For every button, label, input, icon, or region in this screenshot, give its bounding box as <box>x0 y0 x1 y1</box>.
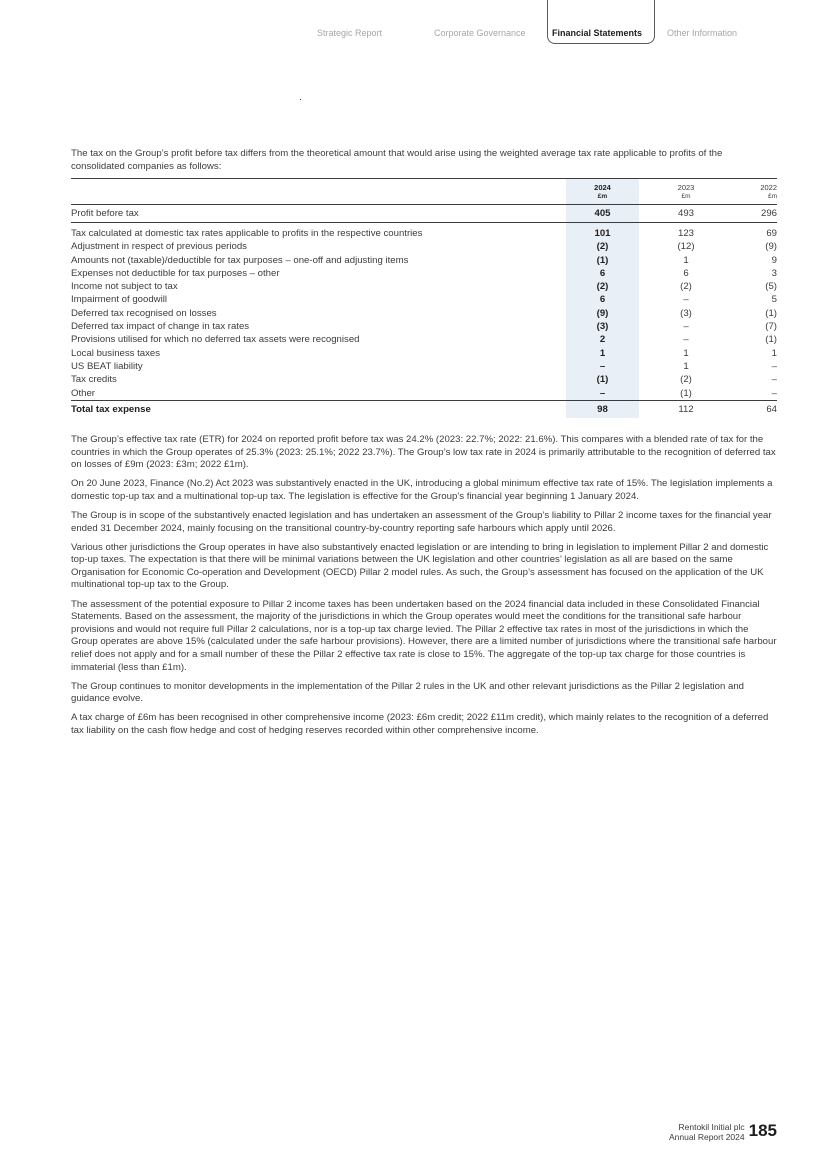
row-label: Amounts not (taxable)/deductible for tax purposes – one-off and adjusting items <box>71 254 409 266</box>
paragraph: The Group continues to monitor developments in the implementation of the Pillar 2 rules in the UK and other relevant jurisdictions as the Pillar 2 legislation and guidance evolve. <box>71 680 744 705</box>
table-row <box>71 307 777 320</box>
row-label: Other <box>71 387 95 399</box>
table-row <box>71 320 777 333</box>
paragraph: The assessment of the potential exposure to Pillar 2 income taxes has been undertaken based on the 2024 financial data included in these Consolidated Financial Statements. Based on the assessment, the majority of the jurisdictions in which the Group operates would meet the conditions for the transitional safe harbour provisions and would not require full Pillar 2 calculations, nor is a top-up tax charge levied. The Pillar 2 effective tax rates in most of the jurisdictions in which the Group operates are above 15% (calculated under the safe harbour provisions). However, there are a limited number of jurisdictions where the transitional safe harbour relief does not apply and for a small number of these the Pillar 2 effective tax rate is close to 15%. The aggregate of the top-up tax charge for those countries is immaterial (less than £1m). <box>71 598 777 673</box>
value-2023: 1 <box>683 347 689 359</box>
value-2022: 64 <box>707 400 777 418</box>
value-2024: (1) <box>566 373 639 386</box>
tab-other-information[interactable]: Other Information <box>667 28 738 38</box>
row-label: Tax calculated at domestic tax rates applicable to profits in the respective countries <box>71 228 423 239</box>
value-2022: – <box>771 387 777 399</box>
value-2023: 123 <box>677 228 694 239</box>
value-2022: (9) <box>765 241 777 253</box>
row-label: Impairment of goodwill <box>71 294 167 306</box>
row-label: Expenses not deductible for tax purposes – other <box>71 267 280 279</box>
total-tax-expense-row <box>71 400 777 418</box>
footer-company <box>669 1122 745 1142</box>
row-label: Provisions utilised for which no deferred tax assets were recognised <box>71 334 360 346</box>
table-row <box>71 373 777 386</box>
page-footer <box>669 1121 777 1142</box>
value-2023: – <box>683 334 689 346</box>
paragraph: The Group is in scope of the substantively enacted legislation and has undertaken an assessment of the Group’s liability to Pillar 2 income taxes for the financial year ended 31 December 2024, mainly focusing on the transitional country-by-country reporting safe harbours which apply until 2026. <box>71 509 772 534</box>
paragraph: A tax charge of £6m has been recognised in other comprehensive income (2023: £6m credit; 2022 £11m credit), which mainly relates to the recognition of a deferred tax liability on the cash flow hedge and cost of hedging reserves recorded within other comprehensive income. <box>71 712 769 736</box>
value-2024: (2) <box>566 280 639 293</box>
header-2022: 2022 £m <box>760 183 777 200</box>
value-2022: – <box>771 360 777 372</box>
value-2022: 69 <box>766 228 777 239</box>
value-2022: 9 <box>771 254 777 266</box>
paragraph: Various other jurisdictions the Group operates in have also substantively enacted legislation or are intending to bring in legislation to implement Pillar 2 and domestic top-up taxes. The expectation is that there will be minimal variations between the UK legislation and other countries’ legislation as all are based on the same Organisation for Economic Co-operation and Development (OECD) Pillar 2 model rules. As such, the Group’s assessment has focused on the application of the UK multinational top-up tax to the Group. <box>71 541 769 591</box>
value-2022: (1) <box>765 307 777 319</box>
page-number: 185 <box>748 1121 777 1140</box>
report-name: Annual Report 2024 <box>669 1132 745 1142</box>
row-label: Deferred tax recognised on losses <box>71 307 217 319</box>
value-2022: (7) <box>765 321 777 333</box>
value-2023: – <box>683 294 689 306</box>
value-2022: 5 <box>771 294 777 306</box>
value-2023: (12) <box>677 241 695 253</box>
value-2024: – <box>566 387 639 401</box>
value-2023: (1) <box>680 387 692 399</box>
table-row <box>71 254 777 267</box>
value-2023: (3) <box>680 307 692 319</box>
tax-reconciliation-table <box>71 178 777 418</box>
table-row <box>71 387 777 401</box>
value-2024: 405 <box>566 205 639 223</box>
value-2024: – <box>566 360 639 373</box>
tab-financial-statements[interactable]: Financial Statements <box>547 0 655 44</box>
value-2022: (5) <box>765 281 777 293</box>
table-row <box>71 293 777 306</box>
value-2023: 1 <box>683 254 689 266</box>
row-label: Adjustment in respect of previous periods <box>71 241 247 253</box>
table-row <box>71 240 777 253</box>
value-2022: (1) <box>765 334 777 346</box>
table-header-row <box>71 179 777 205</box>
value-2024: 6 <box>566 267 639 280</box>
notes-text <box>71 434 777 744</box>
row-label: Profit before tax <box>71 205 566 223</box>
value-2024: 1 <box>566 347 639 360</box>
company-name: Rentokil Initial plc <box>678 1122 745 1132</box>
value-2024: 6 <box>566 293 639 306</box>
value-2024: 101 <box>566 227 639 240</box>
value-2022: – <box>771 374 777 386</box>
value-2024: 2 <box>566 333 639 346</box>
label-header <box>71 179 566 205</box>
value-2023: (2) <box>680 281 692 293</box>
intro-text: The tax on the Group’s profit before tax differs from the theoretical amount that would arise using the weighted average tax rate applicable to profits of the consolidated companies as follows: <box>71 148 723 172</box>
value-2023: 6 <box>683 267 689 279</box>
section-nav <box>0 0 825 48</box>
value-2022: 296 <box>707 205 777 223</box>
table-row <box>71 347 777 360</box>
paragraph: On 20 June 2023, Finance (No.2) Act 2023 was substantively enacted in the UK, introducing a global minimum effective tax rate of 15%. The legislation implements a domestic top-up tax and a multinational top-up tax. The legislation is effective for the Group’s financial year beginning 1 January 2024. <box>71 478 773 502</box>
tab-strategic-report[interactable]: Strategic Report <box>317 28 383 38</box>
table-row <box>71 333 777 346</box>
value-2023: 493 <box>639 205 707 223</box>
table-row <box>71 360 777 373</box>
value-2024: (1) <box>566 254 639 267</box>
value-2024: (2) <box>566 240 639 253</box>
table-row <box>71 227 777 240</box>
tab-corporate-governance[interactable]: Corporate Governance <box>434 28 526 38</box>
value-2023: 112 <box>639 400 707 418</box>
row-label: US BEAT liability <box>71 360 143 372</box>
value-2023: – <box>683 321 689 333</box>
profit-before-tax-row <box>71 205 777 223</box>
value-2024: (3) <box>566 320 639 333</box>
row-label: Local business taxes <box>71 347 161 359</box>
paragraph: The Group’s effective tax rate (ETR) for 2024 on reported profit before tax was 24.2% (2023: 22.7%; 2022: 21.6%). This compares with a blended rate of tax for the countries in which the Group operates of 25.3% (2023: 25.1%; 2022 23.7%). The Group’s low tax rate in 2024 is primarily attributable to the recognition of deferred tax on losses of £9m (2023: £3m; 2022 £1m). <box>71 434 776 471</box>
row-label: Tax credits <box>71 374 117 386</box>
table-row <box>71 267 777 280</box>
value-2023: (2) <box>680 374 692 386</box>
value-2024: (9) <box>566 307 639 320</box>
row-label: Deferred tax impact of change in tax rates <box>71 321 250 333</box>
value-2022: 3 <box>771 267 777 279</box>
header-2024: 2024 £m <box>566 179 639 205</box>
value-2022: 1 <box>771 347 777 359</box>
value-2023: 1 <box>683 360 689 372</box>
row-label: Income not subject to tax <box>71 281 178 293</box>
value-2024: 98 <box>566 400 639 418</box>
header-2023: 2023 £m <box>677 183 695 200</box>
row-label: Total tax expense <box>71 400 566 418</box>
decorative-dot <box>300 99 301 100</box>
table-row <box>71 280 777 293</box>
